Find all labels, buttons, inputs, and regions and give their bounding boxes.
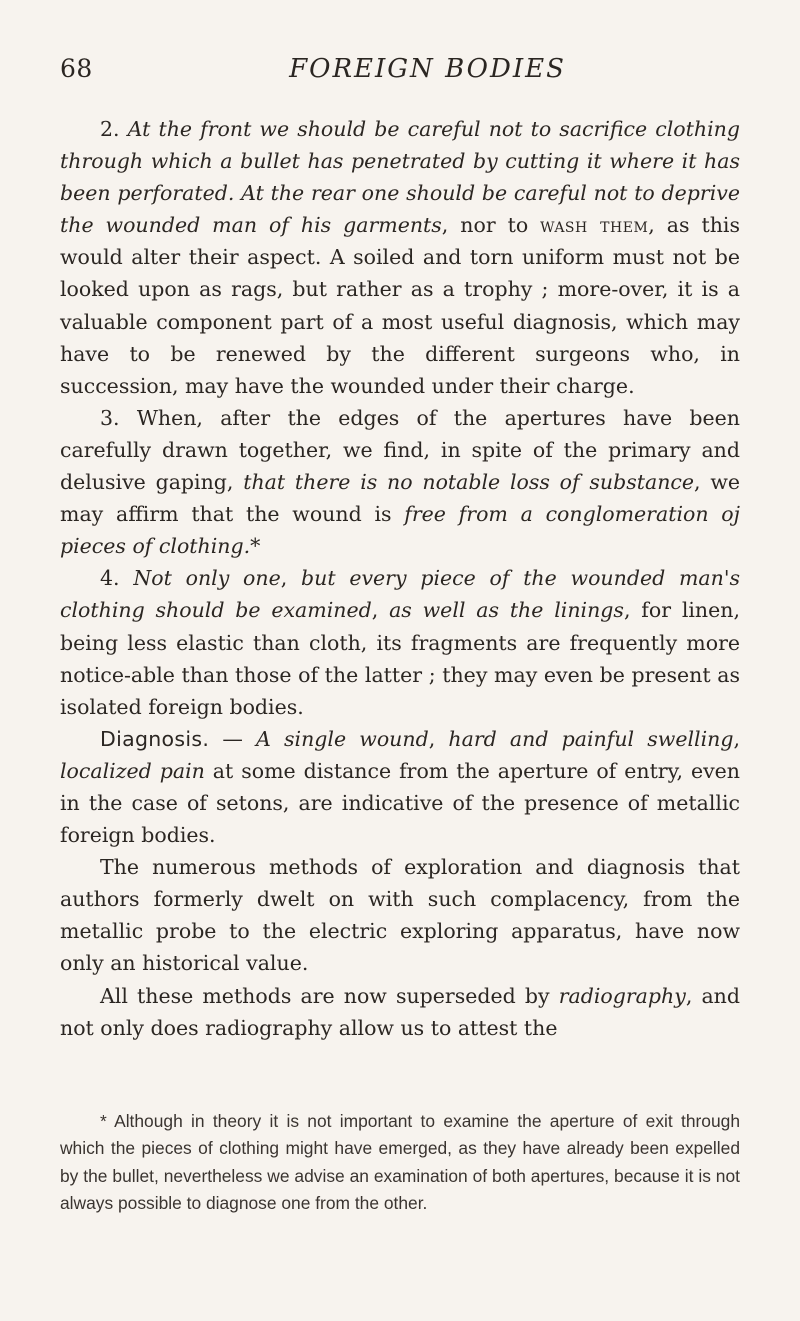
paragraph-number: 4. [100,566,120,591]
text-run: , [280,566,302,591]
paragraph-number: 2. [100,117,120,141]
italic-text: as well as the linings [389,598,624,623]
text-run: The numerous methods of exploration and diagnosis that authors formerly dwelt on with such complacency, from the metallic probe to the electric exploring apparatus, have now only an historical value. [60,855,740,976]
italic-text: Not only one [119,566,281,591]
em-dash: — [209,726,257,751]
text-run: , for linen, being less elastic than cloth, its fragments are frequently more notice-able than those of the latter ; they may even be present as isolated foreign bodies. [60,598,740,719]
text-run: , and not only does radiography allow us to attest the [60,983,740,1040]
text-run: , [733,726,740,751]
text-run: All these methods are now superseded by [100,983,559,1008]
body-text [60,113,740,1044]
italic-text: hard and painful swelling [448,726,734,751]
text-run: , as this would alter their aspect. A soiled and torn uniform must not be looked upon as rags, but rather as a trophy ; more-over, it is a valuable component part of a most useful diagnosis, which may have to be renewed by the different surgeons who, in succession, may have the wounded under their charge. [60,213,740,398]
paragraph-2 [60,113,740,402]
text-run: , [428,726,449,751]
small-caps-text: wash them [540,213,649,238]
paragraph-diagnosis [60,723,740,851]
text-run: at some distance from the aperture of entry, even in the case of setons, are indicative of the presence of metallic foreign bodies. [60,758,740,848]
italic-text: but every piece of the wounded man's clothing should be examined [60,566,740,623]
italic-text: radiography [558,983,686,1008]
page-number: 68 [60,54,93,83]
running-header [60,54,740,94]
text-run: , nor to [441,213,541,238]
paragraph-3 [60,402,740,562]
paragraph-4 [60,562,740,722]
running-title: FOREIGN BODIES [289,54,566,84]
italic-text: A single wound [256,726,429,751]
paragraph-methods [60,851,740,979]
footnote [60,1108,740,1218]
italic-text: At the front we should be careful not to sacrifice clothing through which a bullet has penetrated by cutting it where it has been perforated. At the rear one should be careful not to deprive the wounded man of his garments [60,117,740,238]
paragraph-radiography [60,980,740,1044]
text-run: When, after the edges of the apertures have been carefully drawn together, we find, in spite of the primary and delusive gaping, [60,405,740,495]
text-run: , [371,598,390,623]
italic-text: that there is no notable loss of substance [243,470,695,495]
italic-text: localized pain [60,758,205,783]
footnote-text: * Although in theory it is not important to examine the aperture of exit through which the pieces of clothing might have emerged, as they have already been expelled by the bullet, nevertheless we advise an examination of both apertures, because it is not always possible to diagnose one from the other. [60,1111,740,1214]
paragraph-number: 3. [100,405,120,430]
section-heading: Diagnosis. [100,726,210,751]
italic-text: free from a conglomeration oj pieces of clothing.* [60,502,740,559]
text-run: , we may affirm that the wound is [60,470,741,527]
